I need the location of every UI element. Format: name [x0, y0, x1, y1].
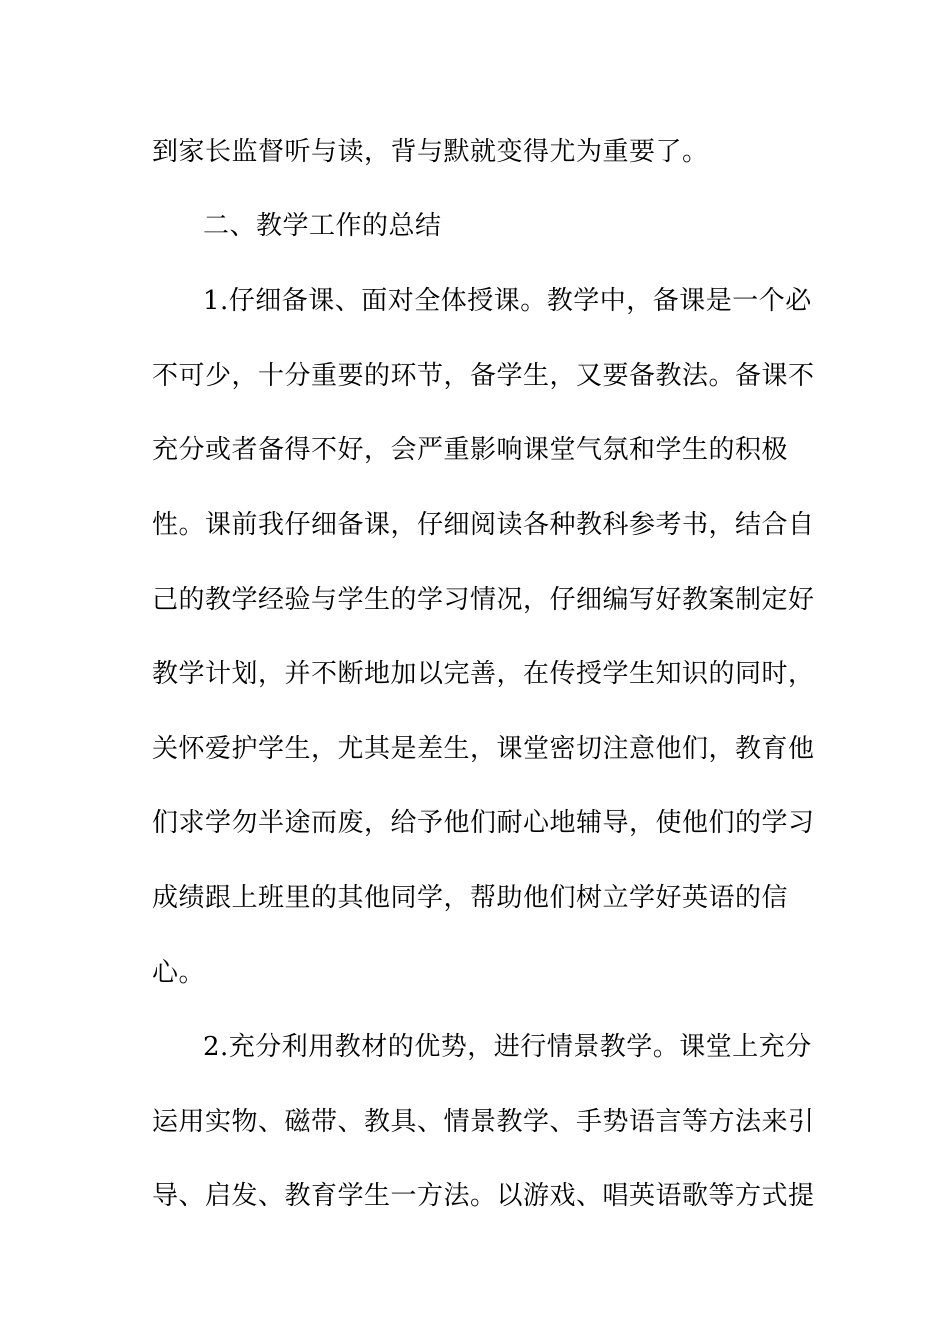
paragraph-line: 不可少，十分重要的环节，备学生，又要备教法。备课不	[152, 361, 815, 391]
paragraph-line: 关怀爱护学生，尤其是差生，课堂密切注意他们，教育他	[152, 734, 815, 764]
paragraph-line: 己的教学经验与学生的学习情况，仔细编写好教案制定好	[152, 585, 815, 615]
section-heading: 二、教学工作的总结	[203, 211, 442, 241]
paragraph-line: 成绩跟上班里的其他同学，帮助他们树立学好英语的信	[152, 883, 789, 913]
paragraph-line: 到家长监督听与读，背与默就变得尤为重要了。	[152, 137, 709, 167]
paragraph-line: 们求学勿半途而废，给予他们耐心地辅导，使他们的学习	[152, 808, 815, 838]
paragraph-line: 运用实物、磁带、教具、情景教学、手势语言等方法来引	[152, 1107, 815, 1137]
paragraph-line: 1.仔细备课、面对全体授课。教学中，备课是一个必	[203, 286, 812, 316]
paragraph-line: 教学计划，并不断地加以完善，在传授学生知识的同时，	[152, 659, 815, 689]
paragraph-line: 充分或者备得不好，会严重影响课堂气氛和学生的积极	[152, 435, 789, 465]
paragraph-line: 导、启发、教育学生一方法。以游戏、唱英语歌等方式提	[152, 1181, 815, 1211]
paragraph-line: 心。	[152, 958, 206, 988]
paragraph-line: 2.充分利用教材的优势，进行情景教学。课堂上充分	[203, 1032, 812, 1062]
paragraph-line: 性。课前我仔细备课，仔细阅读各种教科参考书，结合自	[152, 510, 815, 540]
